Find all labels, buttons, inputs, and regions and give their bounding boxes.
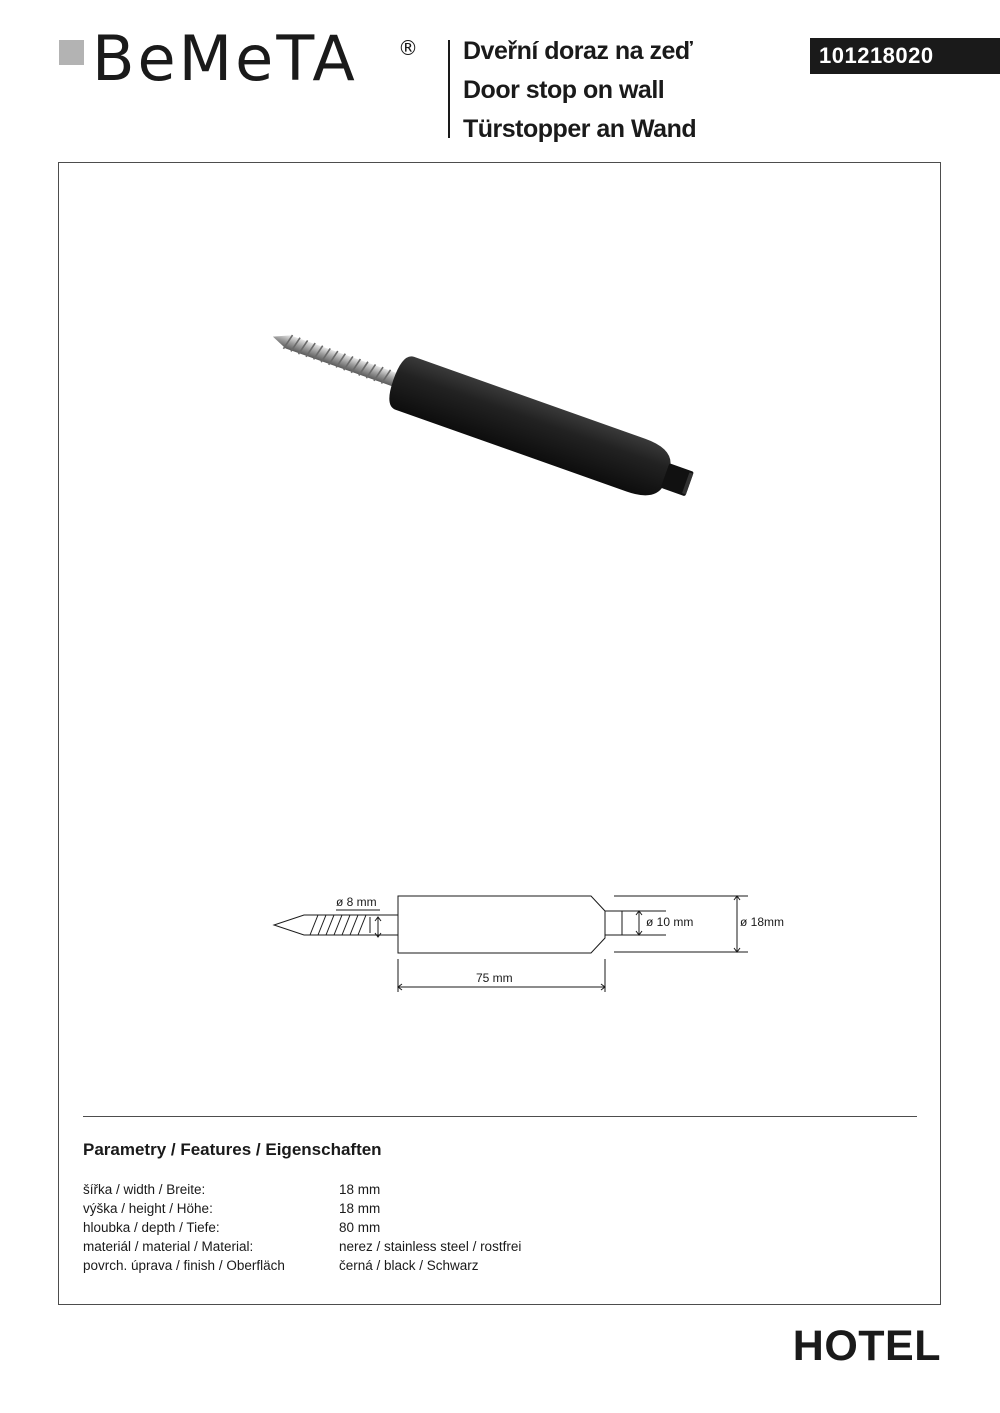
brand-name: BeMeTA xyxy=(92,22,358,95)
drawing-tip xyxy=(605,911,622,935)
feature-value: 80 mm xyxy=(339,1220,381,1235)
body-shape xyxy=(384,353,676,503)
features-title: Parametry / Features / Eigenschaften xyxy=(83,1140,382,1159)
drawing-body xyxy=(398,896,605,953)
technical-drawing xyxy=(268,885,798,1005)
product-code-badge: 101218020 xyxy=(810,38,1000,74)
screw-shape xyxy=(270,329,398,387)
brand-logo xyxy=(92,22,358,95)
tip-diameter-label: ø 10 mm xyxy=(646,915,694,929)
product-title-de: Türstopper an Wand xyxy=(463,115,697,143)
feature-label: hloubka / depth / Tiefe: xyxy=(83,1220,220,1235)
title-divider xyxy=(448,40,450,138)
drawing-screw xyxy=(274,915,398,935)
feature-value: 18 mm xyxy=(339,1182,381,1197)
registered-mark: ® xyxy=(398,36,418,60)
feature-label: šířka / width / Breite: xyxy=(83,1182,206,1197)
screw-diameter-label: ø 8 mm xyxy=(336,895,377,909)
feature-value: nerez / stainless steel / rostfrei xyxy=(339,1239,522,1254)
product-titles xyxy=(463,32,696,149)
length-label: 75 mm xyxy=(476,971,513,985)
feature-label: materiál / material / Material: xyxy=(83,1239,254,1254)
body-diameter-label: ø 18mm xyxy=(740,915,785,929)
product-title-cz: Dveřní doraz na zeď xyxy=(463,37,693,65)
feature-label: výška / height / Höhe: xyxy=(83,1201,213,1216)
logo-square xyxy=(59,40,84,65)
drawing-screw-thread xyxy=(310,915,366,935)
features-divider xyxy=(83,1116,917,1117)
product-title-en: Door stop on wall xyxy=(463,76,665,104)
feature-value: černá / black / Schwarz xyxy=(339,1258,479,1273)
category-label: HOTEL xyxy=(792,1322,941,1370)
product-photo xyxy=(262,310,722,510)
feature-label: povrch. úprava / finish / Oberfläch xyxy=(83,1258,285,1273)
feature-value: 18 mm xyxy=(339,1201,381,1216)
